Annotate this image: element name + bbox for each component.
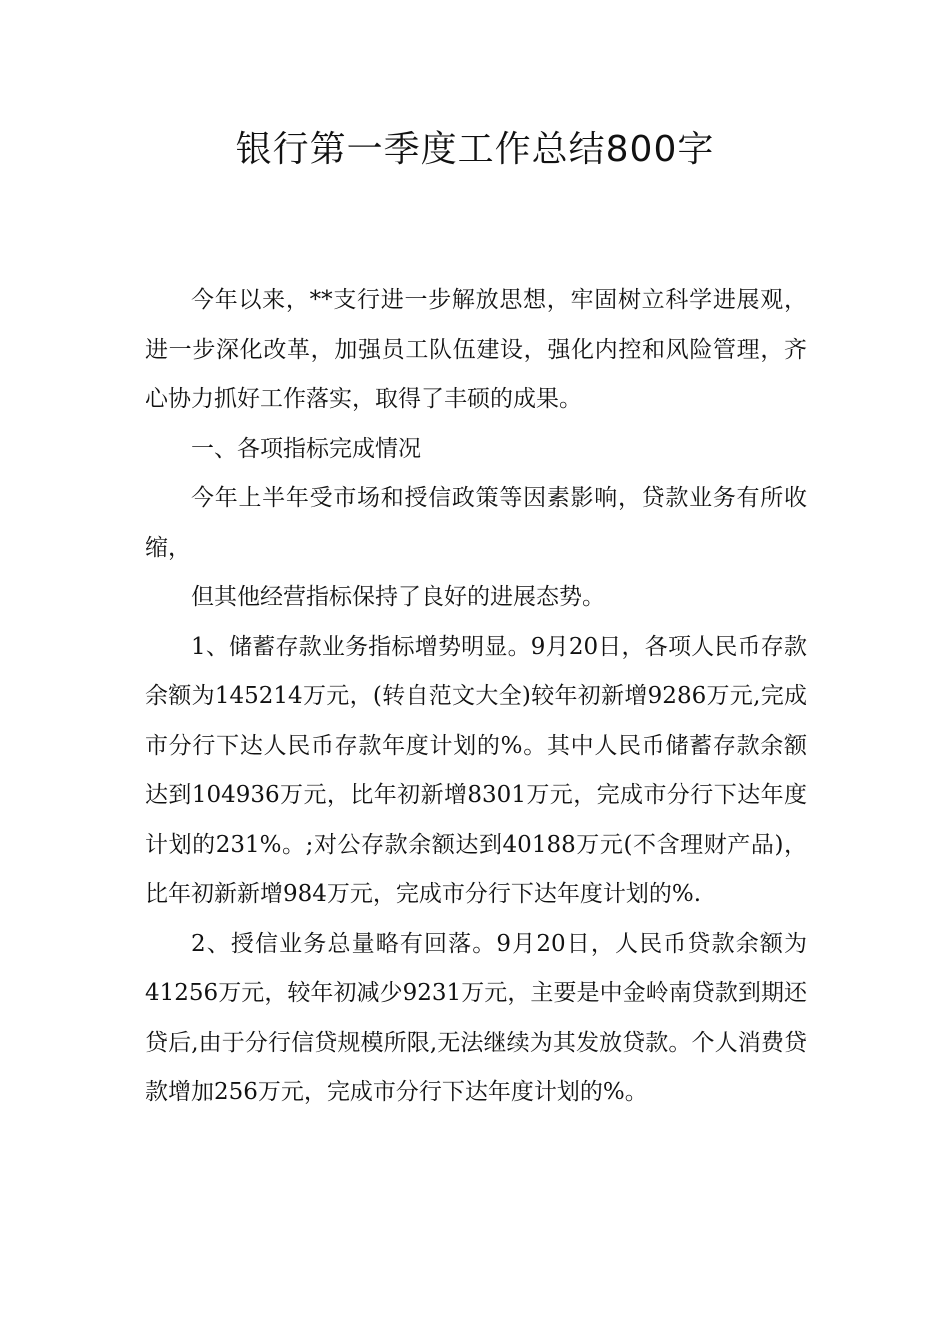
paragraph-intro: 今年以来，**支行进一步解放思想，牢固树立科学进展观，进一步深化改革，加强员工队伍建设，强化内控和风险管理，齐心协力抓好工作落实，取得了丰硕的成果。 <box>145 287 807 412</box>
document-body <box>145 276 807 1118</box>
paragraph-deposits: 1、储蓄存款业务指标增势明显。9月20日，各项人民币存款余额为145214万元，(转自范文大全)较年初新增9286万元,完成市分行下达人民币存款年度计划的%。其中人民币储蓄存款余额达到104936万元，比年初新增8301万元，完成市分行下达年度计划的231%。;对公存款余额达到40188万元(不含理财产品)，比年初新新增984万元，完成市分行下达年度计划的%. <box>145 633 807 907</box>
paragraph-credit: 2、授信业务总量略有回落。9月20日，人民币贷款余额为41256万元，较年初减少9231万元，主要是中金岭南贷款到期还贷后,由于分行信贷规模所限,无法继续为其发放贷款。个人消费贷款增加256万元，完成市分行下达年度计划的%。 <box>145 930 807 1105</box>
paragraph-loan-context: 今年上半年受市场和授信政策等因素影响，贷款业务有所收缩， <box>145 485 807 561</box>
section-heading: 一、各项指标完成情况 <box>191 435 421 462</box>
paragraph-other-indicators: 但其他经营指标保持了良好的进展态势。 <box>191 584 605 610</box>
document-title: 银行第一季度工作总结800字 <box>235 129 715 170</box>
